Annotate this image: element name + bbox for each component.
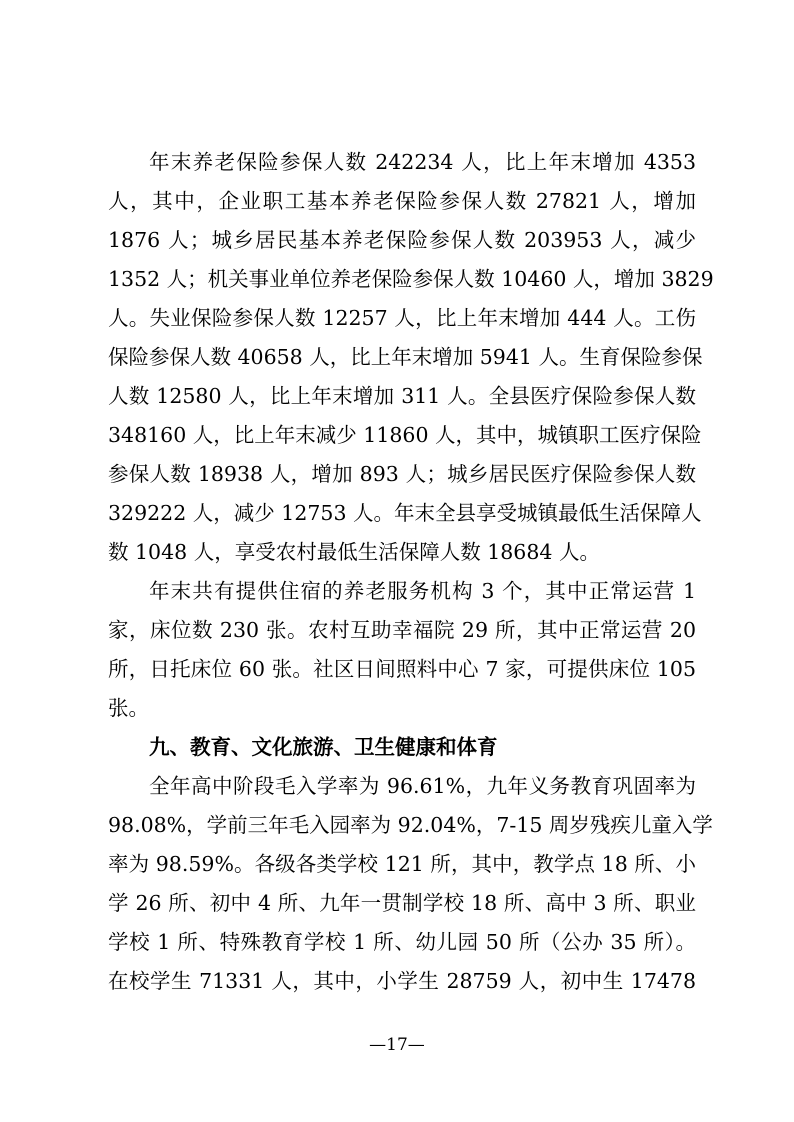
text-line: 年末共有提供住宿的养老服务机构 3 个，其中正常运营 1 [149, 579, 696, 603]
text-line: 参保人数 18938 人，增加 893 人；城乡居民医疗保险参保人数 [108, 462, 696, 486]
text-line: 学 26 所、初中 4 所、九年一贯制学校 18 所、高中 3 所、职业 [108, 891, 696, 915]
text-line: 98.08%，学前三年毛入园率为 92.04%，7-15 周岁残疾儿童入学 [108, 813, 713, 837]
text-line: 1352 人；机关事业单位养老保险参保人数 10460 人，增加 3829 [108, 267, 714, 291]
text-line: 人数 12580 人，比上年末增加 311 人。全县医疗保险参保人数 [108, 384, 696, 408]
text-line: 在校学生 71331 人，其中，小学生 28759 人，初中生 17478 [108, 969, 696, 993]
section-heading: 九、教育、文化旅游、卫生健康和体育 [149, 735, 498, 759]
text-line: 学校 1 所、特殊教育学校 1 所、幼儿园 50 所（公办 35 所）。 [108, 930, 696, 954]
text-line: 数 1048 人，享受农村最低生活保障人数 18684 人。 [108, 540, 600, 564]
text-line: 家，床位数 230 张。农村互助幸福院 29 所，其中正常运营 20 [108, 618, 696, 642]
text-line: 329222 人，减少 12753 人。年末全县享受城镇最低生活保障人 [108, 501, 702, 525]
page-number: —17— [369, 1035, 425, 1055]
text-line: 1876 人；城乡居民基本养老保险参保人数 203953 人，减少 [108, 228, 696, 252]
text-line: 人。失业保险参保人数 12257 人，比上年末增加 444 人。工伤 [108, 306, 696, 330]
text-line: 全年高中阶段毛入学率为 96.61%，九年义务教育巩固率为 [149, 774, 696, 798]
text-line: 348160 人，比上年末减少 11860 人，其中，城镇职工医疗保险 [108, 423, 702, 447]
text-line: 保险参保人数 40658 人，比上年末增加 5941 人。生育保险参保 [108, 345, 703, 369]
text-line: 年末养老保险参保人数 242234 人，比上年末增加 4353 [149, 150, 696, 174]
text-line: 率为 98.59%。各级各类学校 121 所，其中，教学点 18 所、小 [108, 852, 696, 876]
text-line: 张。 [108, 696, 149, 720]
text-line: 人，其中，企业职工基本养老保险参保人数 27821 人，增加 [108, 189, 696, 213]
text-line: 所，日托床位 60 张。社区日间照料中心 7 家，可提供床位 105 [108, 657, 696, 681]
